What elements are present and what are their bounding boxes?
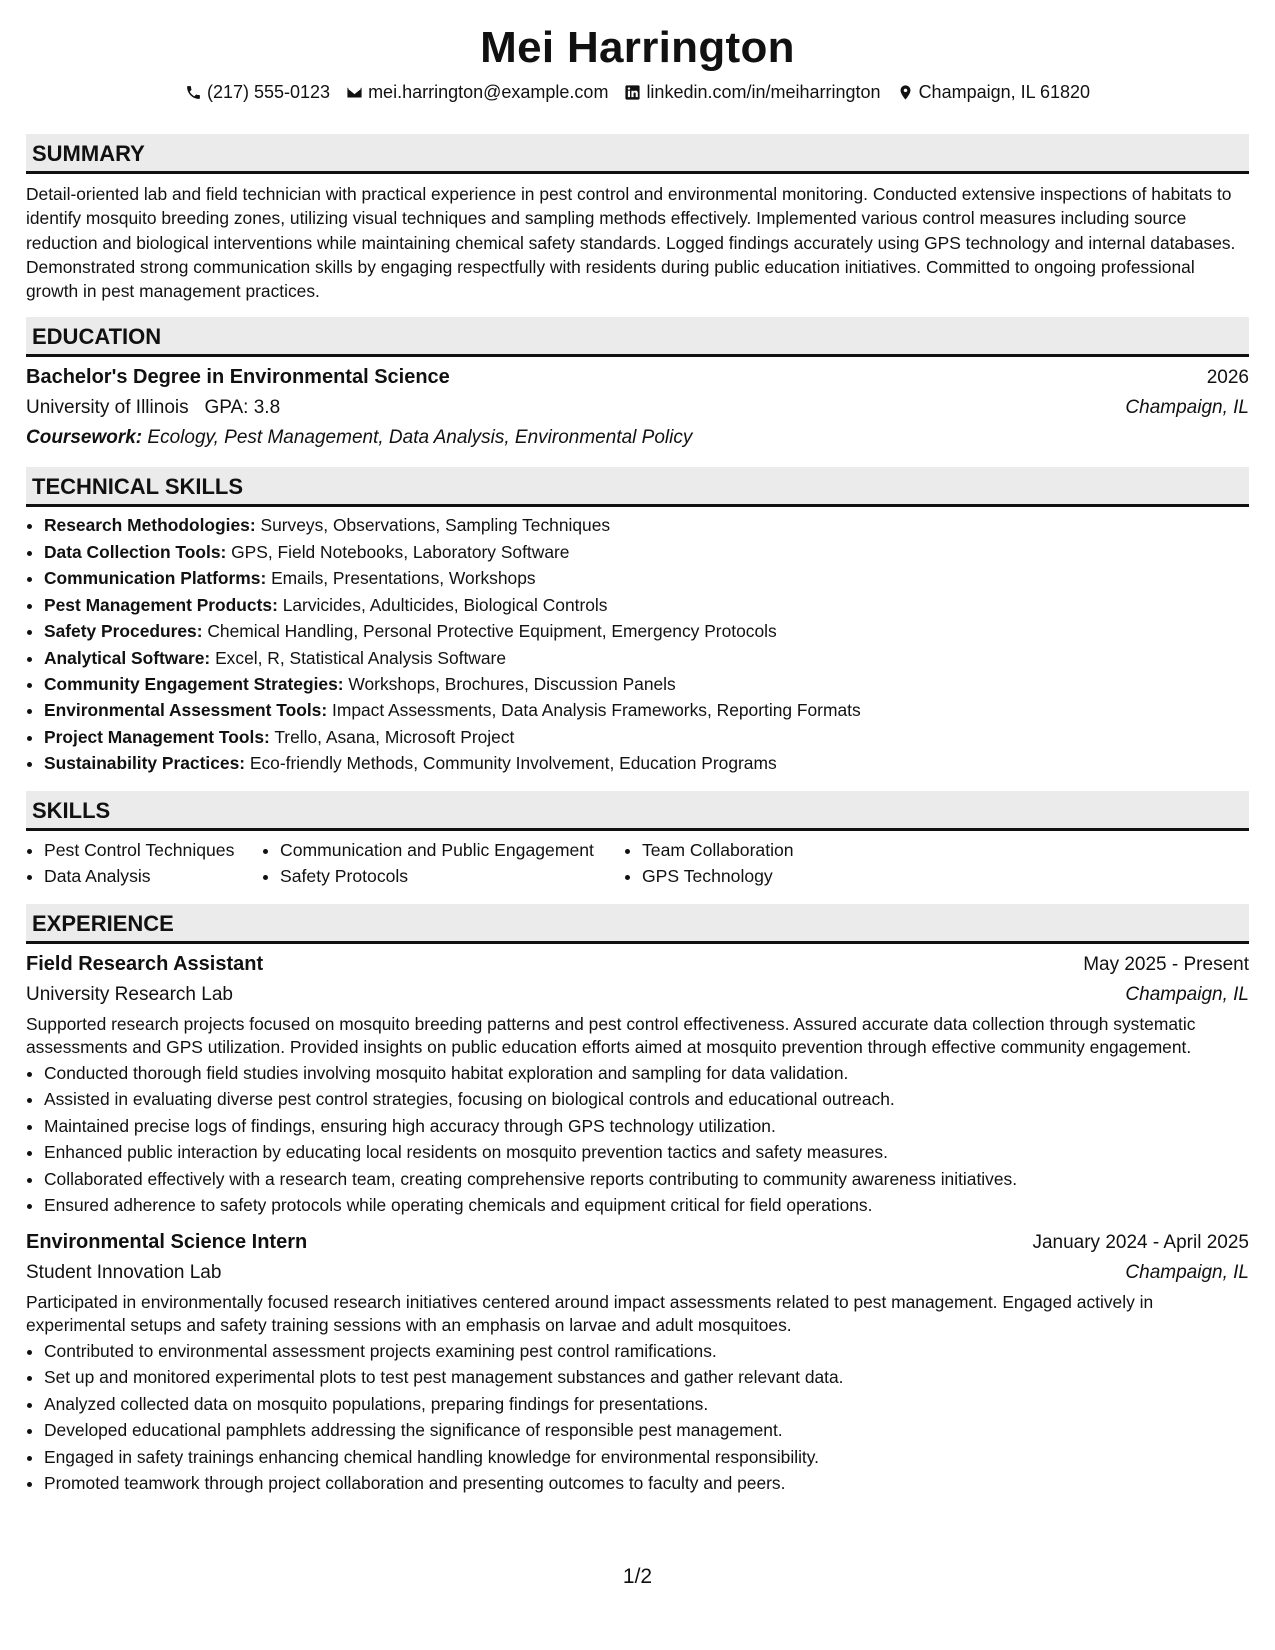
job-bullets — [26, 1338, 1249, 1497]
phone-text: (217) 555-0123 — [206, 82, 331, 102]
skill-label: Environmental Assessment Tools: — [44, 700, 328, 721]
phone-icon — [185, 84, 202, 101]
list-item: • Team Collaboration — [642, 837, 864, 864]
skills-column-1 — [26, 837, 262, 890]
list-item: • Promoted teamwork through project collaboration and presenting outcomes to faculty and peers. — [44, 1470, 1249, 1497]
skill-value: Trello, Asana, Microsoft Project — [274, 726, 515, 747]
graduation-year: 2026 — [1206, 367, 1249, 389]
job-location: Champaign, IL — [1125, 983, 1249, 1005]
list-item: • GPS Technology — [642, 863, 864, 890]
skill-label: Safety Procedures: — [44, 621, 203, 642]
education-row-1 — [26, 362, 1249, 393]
job-bullets — [26, 1060, 1249, 1219]
skill-label: Research Methodologies: — [44, 515, 256, 536]
coursework-list: Ecology, Pest Management, Data Analysis, Environmental Policy — [147, 427, 693, 449]
contact-bar — [26, 80, 1249, 104]
list-item — [44, 539, 1249, 565]
job-subheader — [26, 980, 1249, 1010]
skill-label: Community Engagement Strategies: — [44, 673, 344, 694]
candidate-name: Mei Harrington — [480, 23, 795, 72]
education-row-2 — [26, 393, 1249, 423]
linkedin-icon — [624, 84, 641, 101]
skill-value: Larvicides, Adulticides, Biological Controls — [282, 594, 608, 615]
list-item: • Ensured adherence to safety protocols while operating chemicals and equipment critical for field operations. — [44, 1192, 1249, 1219]
job-title: Field Research Assistant — [26, 952, 264, 975]
contact-location — [897, 80, 1090, 104]
job-header — [26, 1227, 1249, 1258]
job-dates: May 2025 - Present — [1083, 953, 1249, 975]
job-org: University Research Lab — [26, 983, 233, 1005]
job-description: Participated in environmentally focused research initiatives centered around impact assessments related to pest management. Engaged actively in experimental setups and safety training sessions with an emphasis on larvae and adult mosquitoes. — [26, 1291, 1154, 1336]
education-heading: EDUCATION — [26, 317, 1249, 357]
list-item: • Analyzed collected data on mosquito populations, preparing findings for presentations. — [44, 1391, 1249, 1418]
job-org: Student Innovation Lab — [26, 1261, 222, 1283]
skill-value: GPS, Field Notebooks, Laboratory Software — [231, 541, 570, 562]
experience-heading: EXPERIENCE — [26, 904, 1249, 944]
job-header — [26, 949, 1249, 980]
education-entry — [26, 362, 1249, 453]
list-item — [44, 592, 1249, 618]
skill-value: Impact Assessments, Data Analysis Frameworks, Reporting Formats — [332, 700, 861, 721]
linkedin-link[interactable]: linkedin.com/in/meiharrington — [646, 82, 881, 102]
email-link[interactable]: mei.harrington@example.com — [368, 82, 609, 102]
skill-value: Excel, R, Statistical Analysis Software — [215, 647, 506, 668]
list-item: • Enhanced public interaction by educating local residents on mosquito prevention tactics and safety measures. — [44, 1139, 1249, 1166]
skill-value: Eco-friendly Methods, Community Involvement, Education Programs — [249, 753, 777, 774]
skill-label: Data Collection Tools: — [44, 541, 227, 562]
list-item — [44, 512, 1249, 538]
page-number: 1/2 — [622, 1565, 653, 1588]
envelope-icon — [346, 84, 363, 101]
degree: Bachelor's Degree in Environmental Science — [26, 366, 450, 389]
list-item: • Conducted thorough field studies involving mosquito habitat exploration and sampling for data validation. — [44, 1060, 1249, 1087]
list-item — [44, 618, 1249, 644]
list-item: • Developed educational pamphlets addressing the significance of responsible pest management. — [44, 1417, 1249, 1444]
experience-entry — [26, 1227, 1249, 1497]
skills-heading: SKILLS — [26, 791, 1249, 831]
skill-value: Surveys, Observations, Sampling Techniques — [260, 515, 611, 536]
skill-value: Emails, Presentations, Workshops — [271, 568, 536, 589]
skill-value: Chemical Handling, Personal Protective Equipment, Emergency Protocols — [207, 621, 777, 642]
job-dates: January 2024 - April 2025 — [1032, 1231, 1249, 1253]
skill-label: Communication Platforms: — [44, 568, 267, 589]
job-subheader — [26, 1258, 1249, 1288]
list-item — [44, 724, 1249, 750]
list-item — [44, 697, 1249, 723]
list-item: • Pest Control Techniques — [44, 837, 262, 864]
skill-label: Pest Management Products: — [44, 594, 278, 615]
school-line — [26, 393, 280, 423]
skill-label: Analytical Software: — [44, 647, 211, 668]
experience-entry — [26, 949, 1249, 1219]
school-location: Champaign, IL — [1125, 397, 1249, 419]
list-item: • Data Analysis — [44, 863, 262, 890]
list-item: • Communication and Public Engagement — [280, 837, 624, 864]
contact-email[interactable] — [346, 80, 608, 104]
skill-value: Workshops, Brochures, Discussion Panels — [348, 673, 676, 694]
school-name: University of Illinois — [26, 397, 189, 419]
skill-label: Project Management Tools: — [44, 726, 270, 747]
list-item — [44, 565, 1249, 591]
skills-column-2 — [262, 837, 624, 890]
coursework-label: Coursework: — [26, 427, 143, 449]
map-pin-icon — [897, 84, 914, 101]
contact-linkedin[interactable] — [624, 80, 880, 104]
coursework-line — [26, 423, 1249, 453]
contact-phone — [185, 80, 330, 104]
list-item: • Set up and monitored experimental plots to test pest management substances and gather relevant data. — [44, 1364, 1249, 1391]
summary-text: Detail-oriented lab and field technician with practical experience in pest control and environmental monitoring. Conducted extensive inspections of habitats to identify mosquito breeding zones, utilizing visual techniques and sampling methods effectively. Implemented various control measures including source reduction and biological interventions while maintaining chemical safety standards. Logged findings accurately using GPS technology and internal databases. Demonstrated strong communication skills by engaging respectfully with residents during public education initiatives. Committed to ongoing professional growth in pest management practices. — [26, 184, 1236, 302]
summary-heading: SUMMARY — [26, 134, 1249, 174]
job-location: Champaign, IL — [1125, 1261, 1249, 1283]
list-item: • Collaborated effectively with a research team, creating comprehensive reports contributing to community awareness initiatives. — [44, 1166, 1249, 1193]
list-item: • Maintained precise logs of findings, ensuring high accuracy through GPS technology utilization. — [44, 1113, 1249, 1140]
technical-skills-list — [26, 512, 1249, 776]
job-description: Supported research projects focused on mosquito breeding patterns and pest control effectiveness. Assured accurate data collection through systematic assessments and GPS utilization. Provided insights on public education efforts aimed at mosquito prevention through effective community engagement. — [26, 1013, 1196, 1058]
list-item — [44, 671, 1249, 697]
list-item: • Assisted in evaluating diverse pest control strategies, focusing on biological controls and educational outreach. — [44, 1086, 1249, 1113]
technical-skills-heading: TECHNICAL SKILLS — [26, 467, 1249, 507]
skill-label: Sustainability Practices: — [44, 753, 246, 774]
location-text: Champaign, IL 61820 — [918, 82, 1091, 102]
skills-grid — [26, 837, 1249, 890]
gpa: GPA: 3.8 — [204, 397, 281, 419]
list-item: • Safety Protocols — [280, 863, 624, 890]
list-item: • Contributed to environmental assessment projects examining pest control ramifications. — [44, 1338, 1249, 1365]
skills-column-3 — [624, 837, 864, 890]
list-item: • Engaged in safety trainings enhancing chemical handling knowledge for environmental responsibility. — [44, 1444, 1249, 1471]
job-title: Environmental Science Intern — [26, 1230, 308, 1253]
list-item — [44, 645, 1249, 671]
list-item — [44, 750, 1249, 776]
